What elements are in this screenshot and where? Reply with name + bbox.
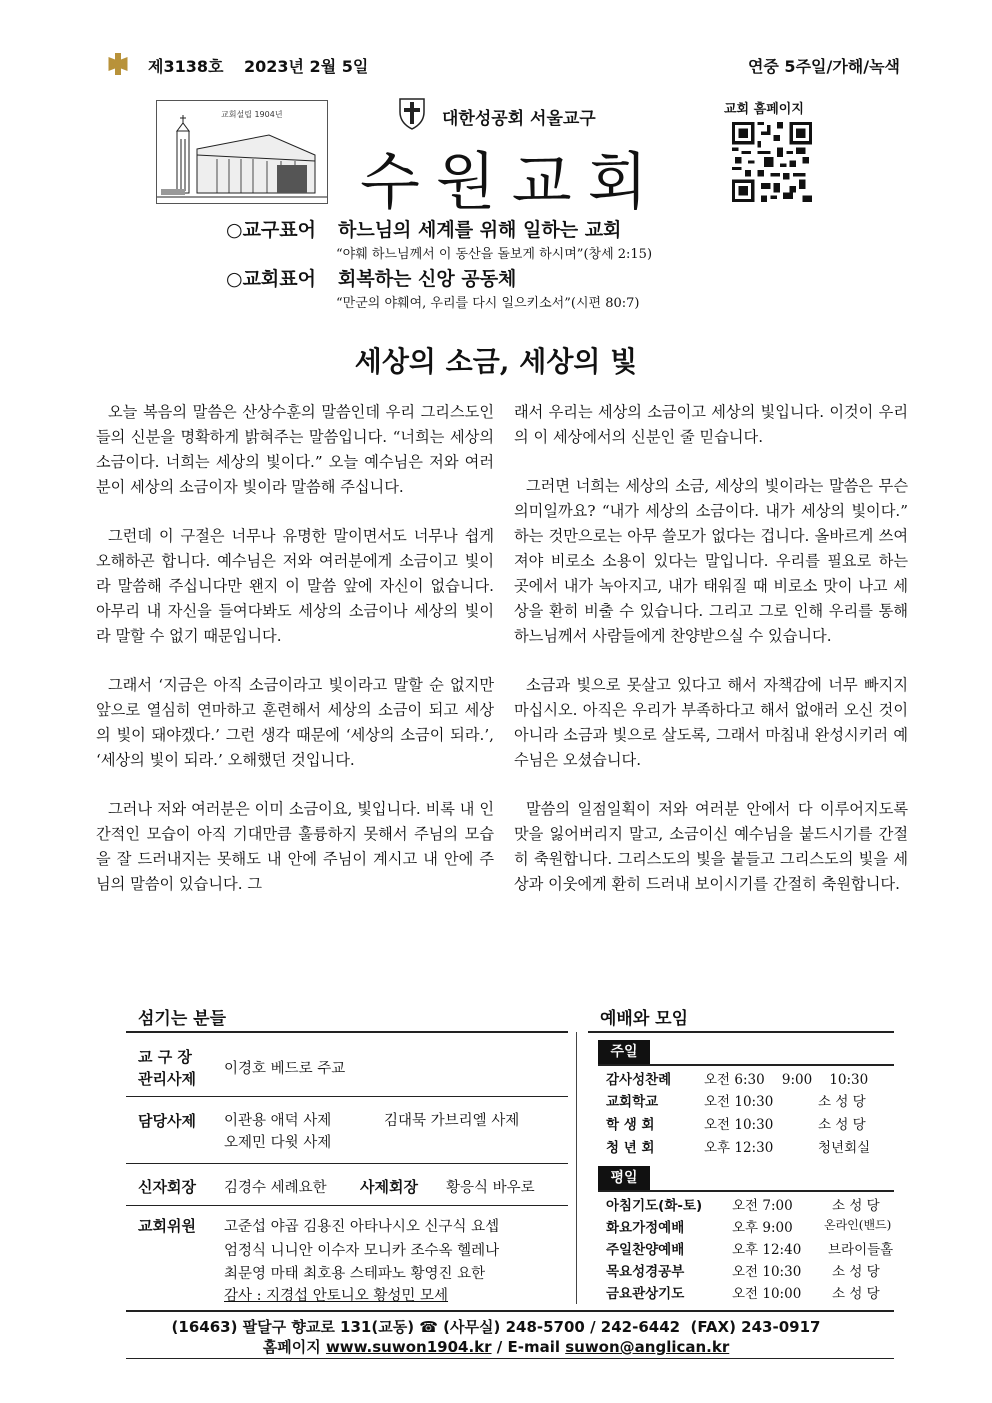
sermon-paragraph: 그러면 너희는 세상의 소금, 세상의 빛이라는 말씀은 무슨 의미일까요? “내가 세상의 소금이다. 내가 세상의 빛이다.” 하는 것만으로는 아무 쓸모가 없다는 겁니다. 올바르게 쓰여져야 비로소 소용이 있다는 말입니다. 우리를 필요로 하는 곳에서 내가 녹아지고, 내가 태워질 때 비로소 맛이 나고 세상을 환히 비출 수 있습니다. 그리고 그로 인해 우리를 통해 하느님께서 사람들에게 찬양받으실 수 있습니다. <box>514 477 908 645</box>
sermon-headline: 세상의 소금, 세상의 빛 <box>354 345 638 378</box>
sermon-paragraph: 그래서 ‘지금은 아직 소금이라고 빛이라고 말할 순 없지만 앞으로 열심히 연마하고 훈련해서 세상의 소금이 되고 세상의 빛이 돼야겠다.’ 그런 생각 때문에 ‘세상의 소금이 되라.’, ‘세상의 빛이 되라.’ 오해했던 것입니다. <box>96 676 494 769</box>
diocese-shield-icon <box>398 96 426 130</box>
priest-value: 이관용 애덕 사제 <box>224 1113 332 1129</box>
divider <box>126 1096 568 1097</box>
diocese-motto <box>226 215 621 242</box>
church-address: (16463) 팔달구 향교로 131(교동) ☎ (사무실) 248-5700 / 242-6442 (FAX) 243-0917 <box>171 1318 821 1336</box>
schedule-name: 청 년 회 <box>606 1140 655 1156</box>
schedule-time: 오후 12:40 <box>732 1242 802 1258</box>
council-line: 엄정식 니니안 이수자 모니카 조수옥 헬레나 <box>224 1243 500 1259</box>
sermon-paragraph: 그런데 이 구절은 너무나 유명한 말이면서도 너무나 쉽게 오해하곤 합니다. 예수님은 저와 여러분에게 소금이고 빛이라 말씀해 주십니다만 왠지 이 말씀 앞에 자신이 없습니다. 아무리 내 자신을 들여다봐도 세상의 소금이나 세상의 빛이라 말할 수 없기 때문입니다. <box>96 527 494 645</box>
administrator-label: 관리사제 <box>138 1070 196 1088</box>
council-line: 최문영 마태 최호용 스테파노 황영진 요한 <box>224 1266 486 1282</box>
sermon-paragraph: 말씀의 일점일획이 저와 여러분 안에서 다 이루어지도록 맛을 잃어버리지 말고, 소금이신 예수님을 붙드시기를 간절히 축원합니다. 그리스도의 빛을 붙들고 그리스도의 빛을 세상과 이웃에게 환히 드러내 보이시기를 간절히 축원합니다. <box>514 800 908 893</box>
column-divider <box>576 1032 577 1304</box>
divider <box>588 1031 894 1033</box>
homepage-link[interactable]: www.suwon1904.kr <box>325 1338 492 1356</box>
schedule-name: 목요성경공부 <box>606 1264 685 1280</box>
sermon-column-left <box>96 400 494 921</box>
council-line: 고준섭 야곱 김용진 아타나시오 신구식 요셉 <box>224 1219 500 1235</box>
church-building-drawing <box>156 100 328 204</box>
schedule-place: 청년회실 <box>818 1140 871 1156</box>
church-motto-text: 회복하는 신앙 공동체 <box>338 268 517 290</box>
church-name-title: 수원교회 <box>360 145 664 218</box>
schedule-time: 오전 10:30 <box>704 1094 774 1110</box>
schedule-place: 브라이들홀 <box>828 1242 894 1258</box>
cross-emblem-icon <box>106 52 130 76</box>
schedule-place: 소 성 당 <box>818 1094 866 1110</box>
issue-date: 2023년 2월 5일 <box>244 57 369 76</box>
diocese-motto-verse: “야훼 하느님께서 이 동산을 돌보게 하시며”(창세 2:15) <box>336 247 653 262</box>
email-link[interactable]: suwon@anglican.kr <box>565 1338 730 1356</box>
diocese-motto-label: ○교구표어 <box>226 219 316 241</box>
priest-value: 오제민 다윗 사제 <box>224 1135 332 1151</box>
divider <box>598 1064 894 1066</box>
schedule-name: 감사성찬례 <box>606 1072 672 1088</box>
schedule-name: 아침기도(화-토) <box>606 1198 703 1214</box>
sunday-tag: 주일 <box>598 1040 650 1064</box>
priest-value: 김대묵 가브리엘 사제 <box>384 1113 520 1129</box>
divider <box>598 1190 894 1192</box>
schedule-name: 학 생 회 <box>606 1117 655 1133</box>
sermon-paragraph: 그러나 저와 여러분은 이미 소금이요, 빛입니다. 비록 내 인간적인 모습이 아직 기대만큼 훌륭하지 못해서 주님의 모습을 잘 드러내지는 못해도 내 안에 주님이 계시고 내 안에 주님의 말씀이 있습니다. 그 <box>96 800 494 893</box>
homepage-label: 교회 홈페이지 <box>724 102 804 117</box>
schedule-time: 오전 6:30 9:00 10:30 <box>704 1072 869 1088</box>
schedule-name: 화요가정예배 <box>606 1220 685 1236</box>
council-label: 교회위원 <box>138 1217 196 1235</box>
divider <box>126 1310 894 1312</box>
worship-section-title: 예배와 모임 <box>600 1009 689 1029</box>
lay-president-label: 신자회장 <box>138 1178 196 1196</box>
servant-president-label: 사제회장 <box>360 1178 418 1196</box>
qr-code-icon[interactable] <box>732 122 812 202</box>
schedule-place: 소 성 당 <box>832 1286 880 1302</box>
schedule-time: 오전 10:30 <box>704 1117 774 1133</box>
schedule-time: 오후 9:00 <box>732 1220 793 1236</box>
schedule-name: 교회학교 <box>606 1094 659 1110</box>
sermon-column-right <box>514 400 908 921</box>
divider <box>126 1205 568 1206</box>
schedule-name: 주일찬양예배 <box>606 1242 685 1258</box>
drawing-caption: 교회설립 1904년 <box>221 110 283 119</box>
diocese-motto-text: 하느님의 세계를 위해 일하는 교회 <box>338 219 622 241</box>
schedule-place: 소 성 당 <box>818 1117 866 1133</box>
schedule-time: 오전 7:00 <box>732 1198 793 1214</box>
liturgical-season: 연중 5주일/가해/녹색 <box>747 57 900 76</box>
schedule-name: 금요관상기도 <box>606 1286 685 1302</box>
schedule-time: 오후 12:30 <box>704 1140 774 1156</box>
church-motto <box>226 264 516 291</box>
sermon-paragraph: 오늘 복음의 말씀은 산상수훈의 말씀인데 우리 그리스도인들의 신분을 명확하게 밝혀주는 말씀입니다. “너희는 세상의 소금이다. 너희는 세상의 빛이다.” 오늘 예수님은 저와 여러분이 세상의 소금이자 빛이라 말씀해 주십니다. <box>96 403 494 496</box>
priest-label: 담당사제 <box>138 1112 196 1130</box>
divider <box>126 1358 894 1359</box>
sermon-paragraph: 소금과 빛으로 못살고 있다고 해서 자책감에 너무 빠지지 마십시오. 아직은 우리가 부족하다고 해서 없애러 오신 것이 아니라 소금과 빛으로 살도록, 그래서 마침내 완성시키러 예수님은 오셨습니다. <box>514 676 908 769</box>
schedule-time: 오전 10:30 <box>732 1264 802 1280</box>
council-line: 감사 : 지경섭 안토니오 황성민 모세 <box>224 1288 449 1304</box>
schedule-place: 온라인(밴드) <box>824 1218 892 1232</box>
servant-president-value: 황응식 바우로 <box>446 1180 535 1196</box>
homepage-label: 홈페이지 <box>262 1338 321 1356</box>
serving-section-title: 섬기는 분들 <box>138 1009 227 1029</box>
schedule-place: 소 성 당 <box>832 1198 880 1214</box>
diocese-name: 대한성공회 서울교구 <box>442 109 596 129</box>
divider <box>126 1031 568 1033</box>
schedule-time: 오전 10:00 <box>732 1286 802 1302</box>
sermon-paragraph: 래서 우리는 세상의 소금이고 세상의 빛입니다. 이것이 우리의 이 세상에서의 신분인 줄 믿습니다. <box>514 403 908 446</box>
contact-line <box>0 1336 992 1357</box>
lay-president-value: 김경수 세례요한 <box>224 1180 327 1196</box>
weekday-tag: 평일 <box>598 1166 650 1190</box>
email-label: / E-mail <box>496 1338 560 1356</box>
bishop-label: 교 구 장 <box>138 1048 192 1066</box>
bishop-value: 이경호 베드로 주교 <box>224 1061 346 1077</box>
church-motto-verse: “만군의 야훼여, 우리를 다시 일으키소서”(시편 80:7) <box>336 296 640 311</box>
church-motto-label: ○교회표어 <box>226 268 316 290</box>
issue-number: 제3138호 <box>148 57 224 76</box>
divider <box>126 1163 568 1164</box>
schedule-place: 소 성 당 <box>832 1264 880 1280</box>
